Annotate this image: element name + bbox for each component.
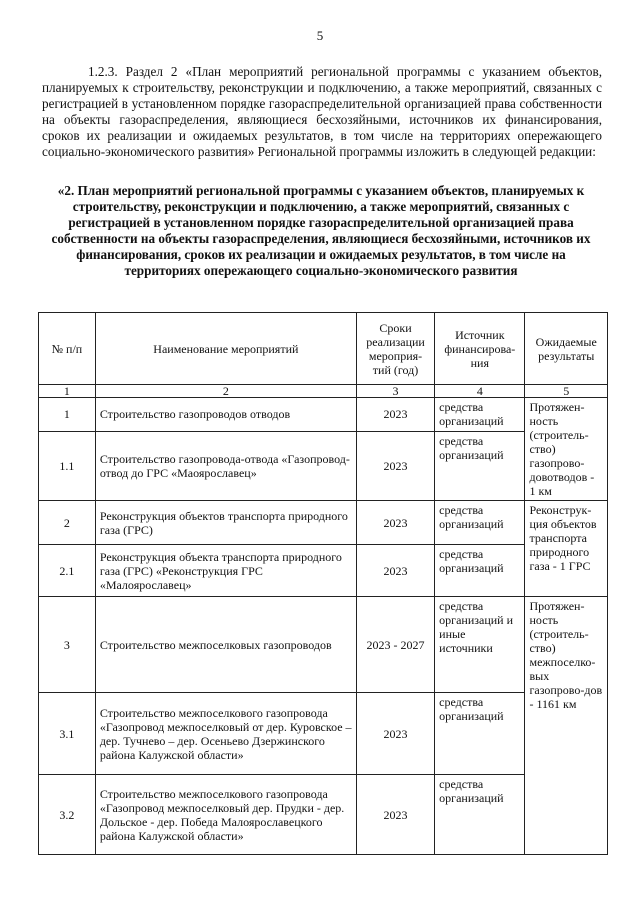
table-row <box>39 431 608 500</box>
index-cell: 2 <box>95 385 356 398</box>
page-number: 5 <box>316 28 324 43</box>
header-result: Ожидаемые результаты <box>525 313 608 385</box>
table-row <box>39 775 608 855</box>
row-source: средства организаций <box>435 693 525 775</box>
row-term: 2023 <box>356 775 434 855</box>
row-num: 2.1 <box>39 545 96 597</box>
row-name: Реконструкция объекта транспорта природного газа (ГРС) «Реконструкция ГРС «Малоярославец» <box>95 545 356 597</box>
row-num: 3.2 <box>39 775 96 855</box>
table-row <box>39 597 608 693</box>
row-num: 3.1 <box>39 693 96 775</box>
row-term: 2023 <box>356 501 434 545</box>
row-source: средства организаций <box>435 775 525 855</box>
row-num: 3 <box>39 597 96 693</box>
row-term: 2023 <box>356 431 434 500</box>
header-num: № п/п <box>39 313 96 385</box>
row-source: средства организаций <box>435 398 525 432</box>
row-name: Строительство межпоселкового газопровода «Газопровод межпоселковый от дер. Куровское – дер. Тучнево – дер. Осеньево Дзержинского района Калужской области» <box>95 693 356 775</box>
row-num: 1 <box>39 398 96 432</box>
section-heading: «2. План мероприятий региональной программы с указанием объектов, планируемых к строительству, реконструкции и подключению, а также мероприятий, связанных с регистрацией в установленном порядке газораспределительной организацией права собственности на объекты газораспределения, являющиеся бесхозяйными, источников их финансирования, сроков их реализации и ожидаемых результатов, в том числе на территориях опережающего социально-экономического развития <box>51 183 591 278</box>
index-cell: 5 <box>525 385 608 398</box>
column-index-row <box>39 385 608 398</box>
row-source: средства организаций <box>435 501 525 545</box>
row-result: Реконструк-ция объектов транспорта природного газа - 1 ГРС <box>525 501 608 597</box>
row-term: 2023 <box>356 398 434 432</box>
row-source: средства организаций <box>435 545 525 597</box>
intro-paragraph: 1.2.3. Раздел 2 «План мероприятий региональной программы с указанием объектов, планируемых к строительству, реконструкции и подключению, а также мероприятий, связанных с регистрацией в установленном порядке газораспределительной организацией права собственности на объекты газораспределения, являющиеся бесхозяйными, источников их финансирования, сроков их реализации и ожидаемых результатов, в том числе на территориях опережающего социально-экономического развития» Региональной программы изложить в следующей редакции: <box>42 64 602 159</box>
row-name: Строительство межпоселкового газопровода «Газопровод межпоселковый дер. Прудки - дер. Дольское - дер. Победа Малоярославецкого района Калужской области» <box>95 775 356 855</box>
table-header-row <box>39 313 608 385</box>
plan-table <box>38 312 608 855</box>
row-term: 2023 <box>356 545 434 597</box>
header-source: Источник финансирова-ния <box>435 313 525 385</box>
row-num: 1.1 <box>39 431 96 500</box>
index-cell: 3 <box>356 385 434 398</box>
row-result: Протяжен-ность (строитель-ство) межпоселко-вых газопрово-дов - 1161 км <box>525 597 608 855</box>
row-source: средства организаций и иные источники <box>435 597 525 693</box>
table-row <box>39 398 608 432</box>
row-name: Реконструкция объектов транспорта природного газа (ГРС) <box>95 501 356 545</box>
row-term: 2023 <box>356 693 434 775</box>
table-row <box>39 693 608 775</box>
row-term: 2023 - 2027 <box>356 597 434 693</box>
row-name: Строительство газопровода-отвода «Газопровод-отвод до ГРС «Маоярославец» <box>95 431 356 500</box>
header-name: Наименование мероприятий <box>95 313 356 385</box>
row-result: Протяжен-ность (строитель-ство) газопрово-довотводов - 1 км <box>525 398 608 501</box>
table-row <box>39 501 608 545</box>
row-name: Строительство газопроводов отводов <box>95 398 356 432</box>
index-cell: 1 <box>39 385 96 398</box>
row-source: средства организаций <box>435 431 525 500</box>
header-term: Сроки реализации мероприя-тий (год) <box>356 313 434 385</box>
index-cell: 4 <box>435 385 525 398</box>
row-num: 2 <box>39 501 96 545</box>
table-row <box>39 545 608 597</box>
row-name: Строительство межпоселковых газопроводов <box>95 597 356 693</box>
